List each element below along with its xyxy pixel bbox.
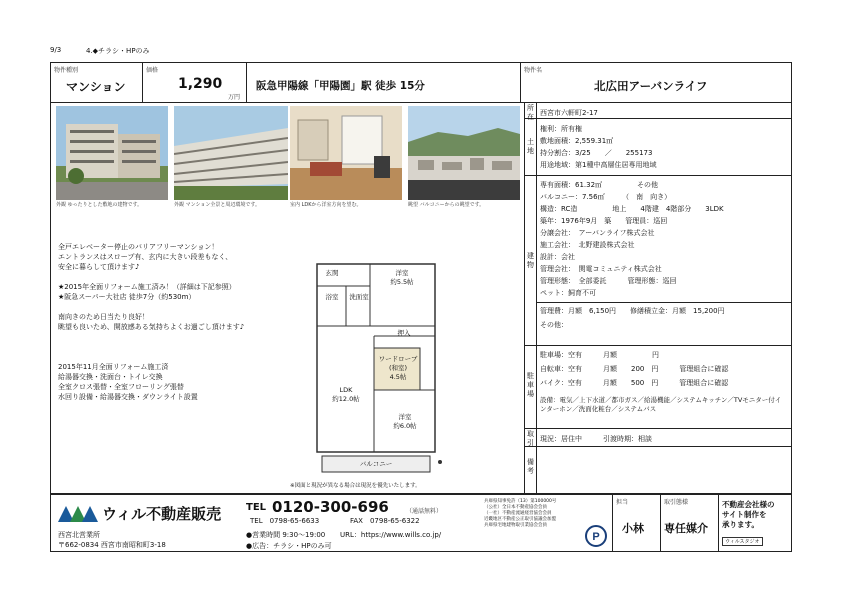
exterior-photo-2 (174, 106, 288, 200)
room-balcony: バルコニー (359, 460, 393, 468)
view-photo (408, 106, 520, 200)
description-line: 給湯器交換・洗面台・トイレ交換 (58, 373, 163, 381)
room-wash: 洗面室 (349, 293, 369, 301)
build-row: 施工会社： 北野建設株式会社 (540, 241, 635, 249)
build-row: 分譲会社： アーバンライフ株式会社 (540, 229, 655, 237)
park-row: 自転車：空有 月額 200 円 管理組合に確認 (540, 365, 729, 373)
room-western1: 洋室 約5.5帖 (390, 269, 414, 286)
description-line (58, 332, 298, 342)
service-notice: 不動産会社様の サイト制作を 承ります。 (722, 500, 775, 529)
price-value: 1,290 (178, 76, 223, 92)
room-ldk: LDK 約12.0帖 (332, 386, 360, 403)
page-number: 9/3 (50, 46, 62, 54)
association-seal-icon (584, 524, 608, 550)
photo-caption: 室内 LDKから洋室方向を望む。 (290, 202, 362, 208)
description-line: 水回り設備・給湯器交換・ダウンライト設置 (58, 393, 198, 401)
photo-caption: 外観 ゆったりとした敷地の建物です。 (56, 202, 143, 208)
price-unit: 万円 (228, 94, 241, 101)
tel-note: （通話無料） (406, 508, 443, 515)
staff-label: 担当 (616, 499, 629, 506)
room-closet: 押入 (397, 329, 411, 337)
category-label: 4.◆チラシ・HPのみ (86, 47, 150, 55)
fax: FAX 0798-65-6322 (350, 517, 420, 525)
branch-name: 西宮北営業所 (58, 531, 100, 539)
photo-caption: 眺望 バルコニーからの眺望です。 (408, 202, 485, 208)
tel2: TEL 0798-65-6633 (250, 517, 320, 525)
license-info (484, 499, 580, 529)
room-bath: 浴室 (325, 293, 339, 301)
license-line: 兵庫県知事免許（13）第100000号 (484, 499, 557, 504)
type-label: 物件種別 (54, 67, 79, 74)
description-line: エントランスはスロープ有、玄内に大きい段差もなく、 (58, 253, 233, 261)
description-line: 南向きのため日当たり良好！ (58, 313, 149, 321)
land-row: 持分割合：3/25 ／ 255173 (540, 149, 653, 157)
build-row: 管理会社： 関電コミュニティ株式会社 (540, 265, 662, 273)
park-row: バイク：空有 月額 500 円 管理組合に確認 (540, 379, 729, 387)
park-row: 駐車場：空有 月額 円 (540, 351, 659, 359)
description-line (58, 352, 298, 362)
access-info: 阪急甲陽線「甲陽園」駅 徒歩 15分 (256, 80, 425, 92)
deal-label: 取引態様 (664, 499, 689, 506)
license-line: （公社）全日本不動産協会会員 (484, 505, 547, 510)
tel-number[interactable]: 0120-300-696 (272, 498, 389, 516)
build-row: 築年：1976年9月 築 管理員：巡回 (540, 217, 668, 225)
license-line: （一社）不動産流通経営協会会員 (484, 511, 552, 516)
build-row: 設計：会社 (540, 253, 575, 261)
description-line: 安全に暮らして頂けます♪ (58, 263, 140, 271)
description-text (58, 242, 298, 402)
build-row: 構造：RC造 地上 4階建 4階部分 3LDK (540, 205, 724, 213)
build-row: バルコニー：7.56㎡ （ 南 向き） (540, 193, 672, 201)
license-line: 近畿地区不動産公正取引協議会加盟 (484, 517, 556, 522)
description-line (58, 302, 298, 312)
company-logo (58, 502, 108, 528)
floor-plan (316, 262, 442, 476)
land-row: 権利：所有権 (540, 125, 582, 133)
service-brand: ウィルスタジオ (722, 537, 763, 546)
build-row: ペット：飼育不可 (540, 289, 596, 297)
land-row: 用途地域：第1種中高層住居専用地域 (540, 161, 657, 169)
description-line: 2015年11月全面リフォーム施工済 (58, 363, 169, 371)
exterior-photo-1 (56, 106, 168, 200)
business-hours: ●営業時間 9:30〜19:00 (246, 531, 326, 539)
land-row: 敷地面積：2,559.31㎡ (540, 137, 614, 145)
equipment-row: 設備：電気／上下水道／都市ガス／給湯機能／システムキッチン／TVモニター付インターホン／洗面化粧台／システムバス (540, 396, 782, 413)
room-entry: 玄関 (325, 269, 339, 277)
build-row: 専有面積：61.32㎡ その他 (540, 181, 659, 189)
license-line: 兵庫県宅地建物取引業協会会員 (484, 523, 547, 528)
land-section-label: 土地 (527, 138, 534, 155)
address-value: 西宮市六軒町2-17 (540, 109, 598, 117)
description-line: ★阪急スーパー大社店 徒歩7分（約530m） (58, 293, 196, 301)
other-row: その他： (540, 321, 568, 329)
floorplan-note: ※図面と現況が異なる場合は現況を優先いたします。 (290, 483, 421, 489)
build-row: 管理形態： 全部委託 管理形態：巡回 (540, 277, 677, 285)
price-label: 価格 (146, 67, 159, 74)
company-name: ウィル不動産販売 (102, 505, 222, 523)
parking-section-label: 駐車場 (527, 372, 534, 398)
ad-note: ●広告：チラシ・HPのみ可 (246, 542, 332, 550)
description-line (58, 272, 298, 282)
trade-row: 現況：居住中 引渡時期：相談 (540, 435, 652, 443)
interior-photo (290, 106, 402, 200)
website-url[interactable]: URL：https://www.wills.co.jp/ (340, 531, 442, 539)
trade-section-label: 取引 (527, 430, 534, 447)
building-section-label: 建物 (527, 252, 534, 269)
property-name: 北広田アーバンライフ (594, 79, 708, 93)
room-tatami: ワードローブ (和室) 4.5帖 (378, 355, 418, 381)
description-line: 眺望も良いため、開放感ある気持ちよくお過ごし頂けます♪ (58, 323, 245, 331)
description-line: ★2015年全面リフォーム施工済み！（詳細は下記参照） (58, 283, 236, 291)
name-label: 物件名 (524, 67, 543, 74)
tel-label: TEL (246, 502, 267, 513)
description-line: 全室クロス張替・全室フローリング張替 (58, 383, 184, 391)
remarks-section-label: 備考 (527, 458, 534, 475)
room-western2: 洋室 約6.0帖 (393, 413, 417, 430)
description-line (58, 342, 298, 352)
photo-caption: 外観 マンション全景と周辺環境です。 (174, 202, 260, 208)
svg-text:P: P (592, 531, 600, 543)
address-label: 所在 (527, 104, 534, 121)
description-line: 全戸エレベーター停止のバリアフリーマンション！ (58, 243, 219, 251)
property-type: マンション (66, 80, 126, 94)
fees-row: 管理費：月額 6,150円 修繕積立金：月額 15,200円 (540, 307, 725, 315)
staff-name: 小林 (622, 522, 644, 535)
branch-address: 〒662-0834 西宮市南昭和町3-18 (58, 541, 166, 549)
deal-type: 専任媒介 (664, 522, 708, 535)
